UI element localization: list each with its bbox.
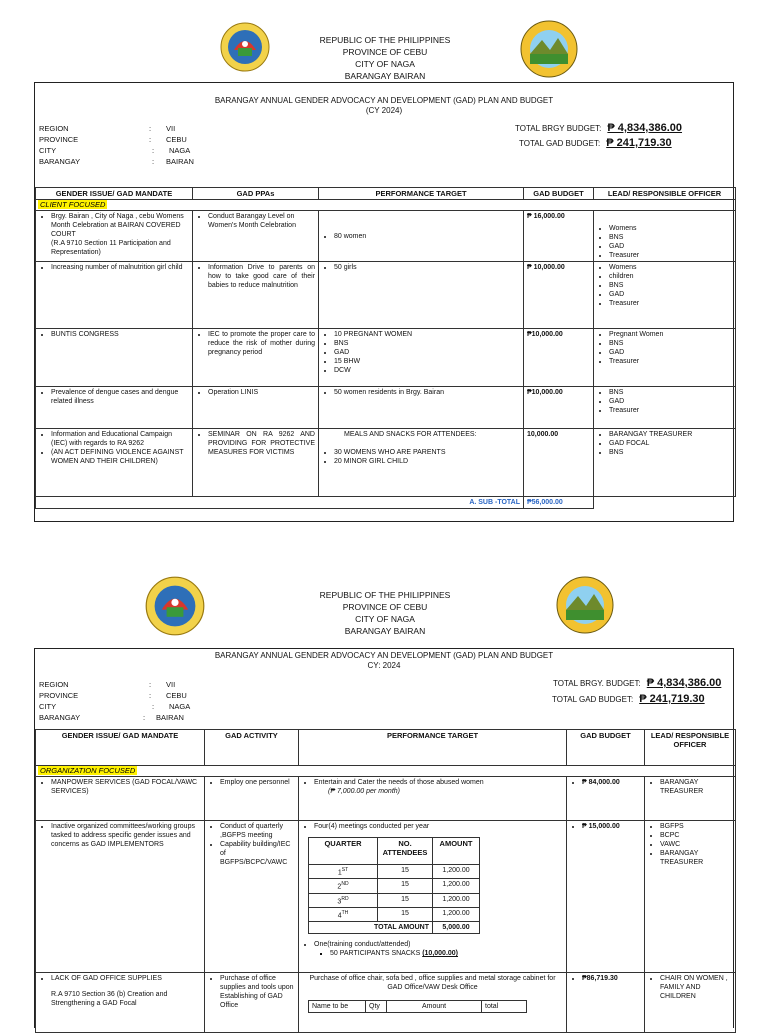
section-label-organization-focused: ORGANIZATION FOCUSED <box>40 766 136 775</box>
total-brgy-budget: TOTAL BRGY. BUDGET: ₱ 4,834,386.00 <box>553 677 722 689</box>
info-row-barangay: BARANGAY : BAIRAN <box>39 713 184 722</box>
budget-cell: ₱ 16,000.00 <box>527 213 565 220</box>
document-header <box>250 34 520 82</box>
gad-plan-table-box <box>34 648 734 1028</box>
total-brgy-budget: TOTAL BRGY BUDGET: ₱ 4,834,386.00 <box>515 122 683 134</box>
table-row: • Increasing number of malnutrition girl child • Information Drive to parents on how to take good care of their babies to reduce malnutrition • 50 girls ₱ 10,000.00 • Womens • children • BNS • GAD • Treasurer <box>36 262 736 329</box>
header-line-city: CITY OF NAGA <box>355 59 415 69</box>
quarter-row: 4TH 15 1,200.00 <box>309 907 480 921</box>
gad-plan-table-box <box>34 82 734 522</box>
items-table: Name to be Qty Amount total <box>308 1000 527 1013</box>
location-info <box>39 679 239 723</box>
section-row <box>36 766 736 777</box>
subtotal-label: A. SUB -TOTAL <box>36 497 524 509</box>
document-page-2 <box>0 560 768 1024</box>
table-row: • Brgy. Bairan , City of Naga , cebu Womens Month Celebration at BAIRAN COVERED COURT (R.A 9710 Section 11 Participation and Representation) • Conduct Barangay Level on Women's Month Celebration • 80 women ₱ 16,000.00 • Womens • BNS • GAD • Treasurer <box>36 211 736 262</box>
col-header-officer: LEAD/ RESPONSIBLE OFFICER <box>645 730 736 766</box>
col-header-officer: LEAD/ RESPONSIBLE OFFICER <box>594 188 736 200</box>
col-header-ppas: GAD PPAs <box>193 188 319 200</box>
total-gad-budget: TOTAL GAD BUDGET: ₱ 241,719.30 <box>519 137 672 149</box>
title-line-1: BARANGAY ANNUAL GENDER ADVOCACY AN DEVELOPMENT (GAD) PLAN AND BUDGET <box>214 651 554 660</box>
total-gad-budget: TOTAL GAD BUDGET: ₱ 241,719.30 <box>552 693 705 705</box>
location-info <box>39 123 239 167</box>
title-line-2: CY: 2024 <box>367 661 401 670</box>
table-row: • Information and Educational Campaign (IEC) with regards to RA 9262 • (AN ACT DEFINING VIOLENCE AGAINST WOMEN AND THEIR CHILDREN) • SEMINAR ON RA 9262 AND PROVIDING FOR PROTECTIVE MEASURES FOR VICTIMS MEALS AND SNACKS FOR ATTENDEES: • 30 WOMENS WHO ARE PARENTS • 20 MINOR GIRL CHILD 10,000.00 • BARANGAY TREASURER • GAD FOCAL • BNS <box>36 429 736 497</box>
quarter-table: QUARTER NO. ATTENDEES AMOUNT 1ST 15 1,200.00 2ND 15 1,200.00 3RD 15 1,200.00 4TH 15 1,200.00 TOTAL AMOUNT 5,000.00 <box>308 837 480 934</box>
table-row: • BUNTIS CONGRESS • IEC to promote the proper care to reduce the risk of mother during pregnancy period • 10 PREGNANT WOMEN • BNS • GAD • 15 BHW • DCW ₱10,000.00 • Pregnant Women • BNS • GAD • Treasurer <box>36 329 736 387</box>
quarter-row: 3RD 15 1,200.00 <box>309 893 480 907</box>
budget-cell: ₱10,000.00 <box>527 331 563 338</box>
table-header-row <box>36 188 736 200</box>
col-header-target: PERFORMANCE TARGET <box>319 188 524 200</box>
budget-cell: ₱ 84,000.00 <box>582 779 620 786</box>
col-header-issue: GENDER ISSUE/ GAD MANDATE <box>36 730 205 766</box>
document-header <box>250 589 520 637</box>
col-header-budget: GAD BUDGET <box>567 730 645 766</box>
col-header-activity: GAD ACTIVITY <box>205 730 299 766</box>
budget-cell: ₱86,719.30 <box>582 975 618 982</box>
subtotal-row <box>36 497 736 509</box>
budget-cell: ₱ 10,000.00 <box>527 264 565 271</box>
info-row-barangay: BARANGAY : BAIRAN <box>39 157 194 166</box>
header-line-province: PROVINCE OF CEBU <box>342 602 428 612</box>
header-line-city: CITY OF NAGA <box>355 614 415 624</box>
budget-cell: 10,000.00 <box>527 431 559 438</box>
title-line-1: BARANGAY ANNUAL GENDER ADVOCACY AN DEVELOPMENT (GAD) PLAN AND BUDGET <box>214 96 554 105</box>
quarter-row: 2ND 15 1,200.00 <box>309 879 480 893</box>
col-header-target: PERFORMANCE TARGET <box>299 730 567 766</box>
city-of-naga-seal-icon <box>145 576 205 636</box>
subtotal-value: ₱56,000.00 <box>524 497 594 509</box>
info-row-city: CITY : NAGA <box>39 146 191 155</box>
barangay-bairan-seal-icon <box>556 576 614 634</box>
header-line-barangay: BARANGAY BAIRAN <box>344 71 426 81</box>
table-row: • Prevalence of dengue cases and dengue related illness • Operation LINIS • 50 women residents in Brgy. Bairan ₱10,000.00 • BNS • GAD • Treasurer <box>36 387 736 429</box>
header-line-republic: REPUBLIC OF THE PHILIPPINES <box>319 590 451 600</box>
col-header-issue: GENDER ISSUE/ GAD MANDATE <box>36 188 193 200</box>
info-row-city: CITY : NAGA <box>39 702 191 711</box>
info-row-province: PROVINCE : CEBU <box>39 691 187 700</box>
document-title <box>35 651 733 671</box>
budget-cell: ₱ 15,000.00 <box>582 823 620 830</box>
quarter-total-row: TOTAL AMOUNT 5,000.00 <box>309 922 480 934</box>
table-row: • Inactive organized committees/working groups tasked to address specific gender issues and concerns as GAD IMPLEMENTORS • Conduct of quarterly ,BGFPS meeting • Capability building/IEC of BGFPS/BCPC/VAWC • Four(4) meetings conducted per year QUARTER NO. ATTENDEES AMOUNT 1ST 15 1,200.00 2ND 15 1,200.00 3RD 15 1,200.00 4TH 15 1,200.00 TOTAL AMOUNT 5,000.00 • One(training conduct/attended) ▪ 50 PARTICIPANTS SNACKS (10,000.00) • ₱ 15,000.00 • BGFPS • BCPC • VAWC • BARANGAY TREASURER <box>36 821 736 973</box>
header-line-province: PROVINCE OF CEBU <box>342 47 428 57</box>
info-row-region: REGION : VII <box>39 680 176 689</box>
table-row: • MANPOWER SERVICES (GAD FOCAL/VAWC SERVICES) • Employ one personnel • Entertain and Cater the needs of those abused women (₱ 7,000.00 per month) • ₱ 84,000.00 • BARANGAY TREASURER <box>36 777 736 821</box>
client-focused-table <box>35 187 736 509</box>
barangay-bairan-seal-icon <box>520 20 578 78</box>
quarter-row: 1ST 15 1,200.00 <box>309 865 480 879</box>
table-header-row <box>36 730 736 766</box>
info-row-region: REGION : VII <box>39 124 176 133</box>
document-title <box>35 96 733 116</box>
title-line-2: (CY 2024) <box>365 106 403 115</box>
info-row-province: PROVINCE : CEBU <box>39 135 187 144</box>
section-label-client-focused: CLIENT FOCUSED <box>40 200 106 209</box>
header-line-barangay: BARANGAY BAIRAN <box>344 626 426 636</box>
section-row <box>36 200 736 211</box>
header-line-republic: REPUBLIC OF THE PHILIPPINES <box>319 35 451 45</box>
col-header-budget: GAD BUDGET <box>524 188 594 200</box>
budget-cell: ₱10,000.00 <box>527 389 563 396</box>
table-row: • LACK OF GAD OFFICE SUPPLIES R.A 9710 Section 36 (b) Creation and Strengthening a GAD Focal • Purchase of office supplies and tools upon Establishing of GAD Office Purchase of office chair, sofa bed , office supplies and metal storage cabinet for GAD Office/VAW Desk Office Name to be Qty Amount total • ₱86,719.30 • CHAIR ON WOMEN , FAMILY AND CHILDREN <box>36 973 736 1033</box>
organization-focused-table <box>35 729 736 1033</box>
